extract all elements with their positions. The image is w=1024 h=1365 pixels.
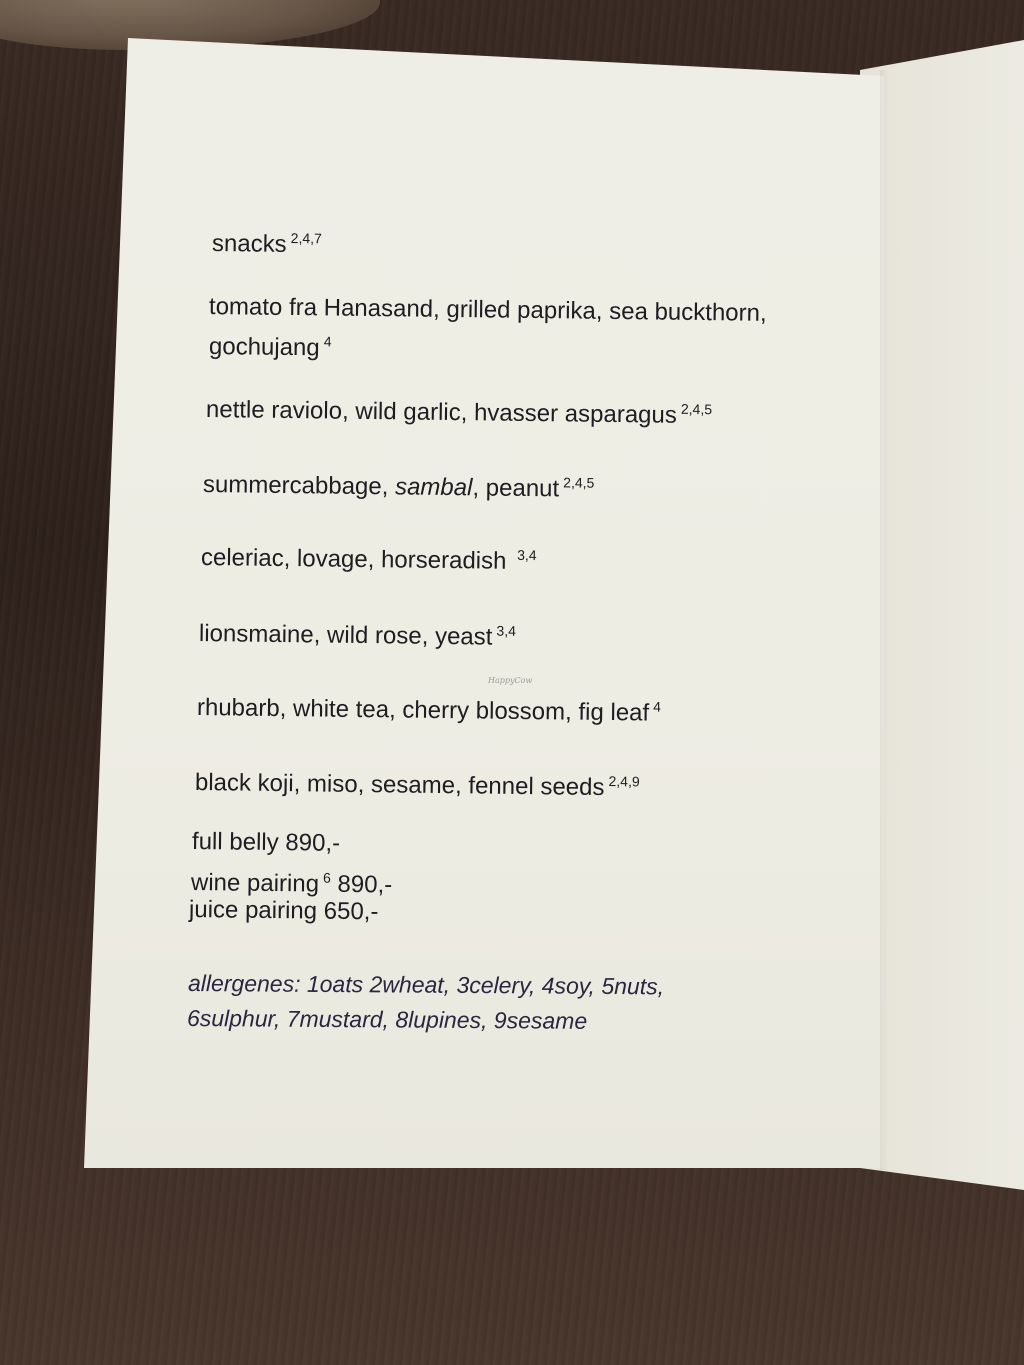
menu-item bbox=[195, 761, 640, 803]
price-text: full belly 890,- bbox=[191, 828, 341, 857]
dish-name: lionsmaine, wild rose, yeast bbox=[198, 620, 493, 651]
dish-name: rhubarb, white tea, cherry blossom, fig leaf bbox=[196, 694, 650, 727]
menu-item bbox=[199, 612, 516, 653]
allergen-codes: 2,4,5 bbox=[563, 474, 595, 491]
watermark: HappyCow bbox=[488, 676, 533, 685]
menu-item bbox=[201, 536, 537, 577]
menu-item bbox=[209, 325, 332, 363]
allergen-codes: 4 bbox=[653, 698, 662, 715]
price-line bbox=[189, 895, 379, 927]
allergen-note-line: allergenes: 1oats 2wheat, 3celery, 4soy, 5nuts, bbox=[187, 970, 665, 1000]
dish-name-rest: , peanut bbox=[472, 474, 560, 503]
dish-name: gochujang bbox=[208, 333, 320, 362]
dish-name: nettle raviolo, wild garlic, hvasser asparagus bbox=[205, 396, 677, 429]
allergen-codes: 2,4,7 bbox=[290, 229, 322, 247]
menu-item bbox=[212, 222, 322, 260]
dish-name: summercabbage, bbox=[202, 471, 396, 501]
allergen-codes: 2,4,9 bbox=[608, 773, 640, 790]
allergen-codes: 6 bbox=[323, 869, 332, 886]
price-line bbox=[192, 827, 340, 859]
price-text: wine pairing bbox=[190, 869, 320, 898]
menu-item bbox=[197, 686, 661, 729]
allergen-codes: 2,4,5 bbox=[680, 400, 713, 418]
dish-name: celeriac, lovage, horseradish bbox=[200, 544, 514, 575]
dish-name: tomato fra Hanasand, grilled paprika, sea buckthorn, bbox=[208, 293, 767, 327]
menu-item bbox=[206, 388, 712, 431]
price-amount: 890,- bbox=[330, 870, 393, 899]
allergen-codes: 3,4 bbox=[496, 622, 517, 639]
menu-item bbox=[203, 463, 595, 505]
allergen-note-line: 6sulphur, 7mustard, 8lupines, 9sesame bbox=[186, 1005, 588, 1034]
menu-item bbox=[209, 292, 767, 329]
price-text: juice pairing 650,- bbox=[188, 896, 379, 926]
dish-name: snacks bbox=[211, 230, 287, 258]
dish-name: black koji, miso, sesame, fennel seeds bbox=[194, 769, 605, 802]
dish-name-italic: sambal bbox=[394, 473, 473, 502]
allergen-codes: 4 bbox=[323, 333, 332, 350]
allergen-codes: 3,4 bbox=[517, 546, 537, 564]
